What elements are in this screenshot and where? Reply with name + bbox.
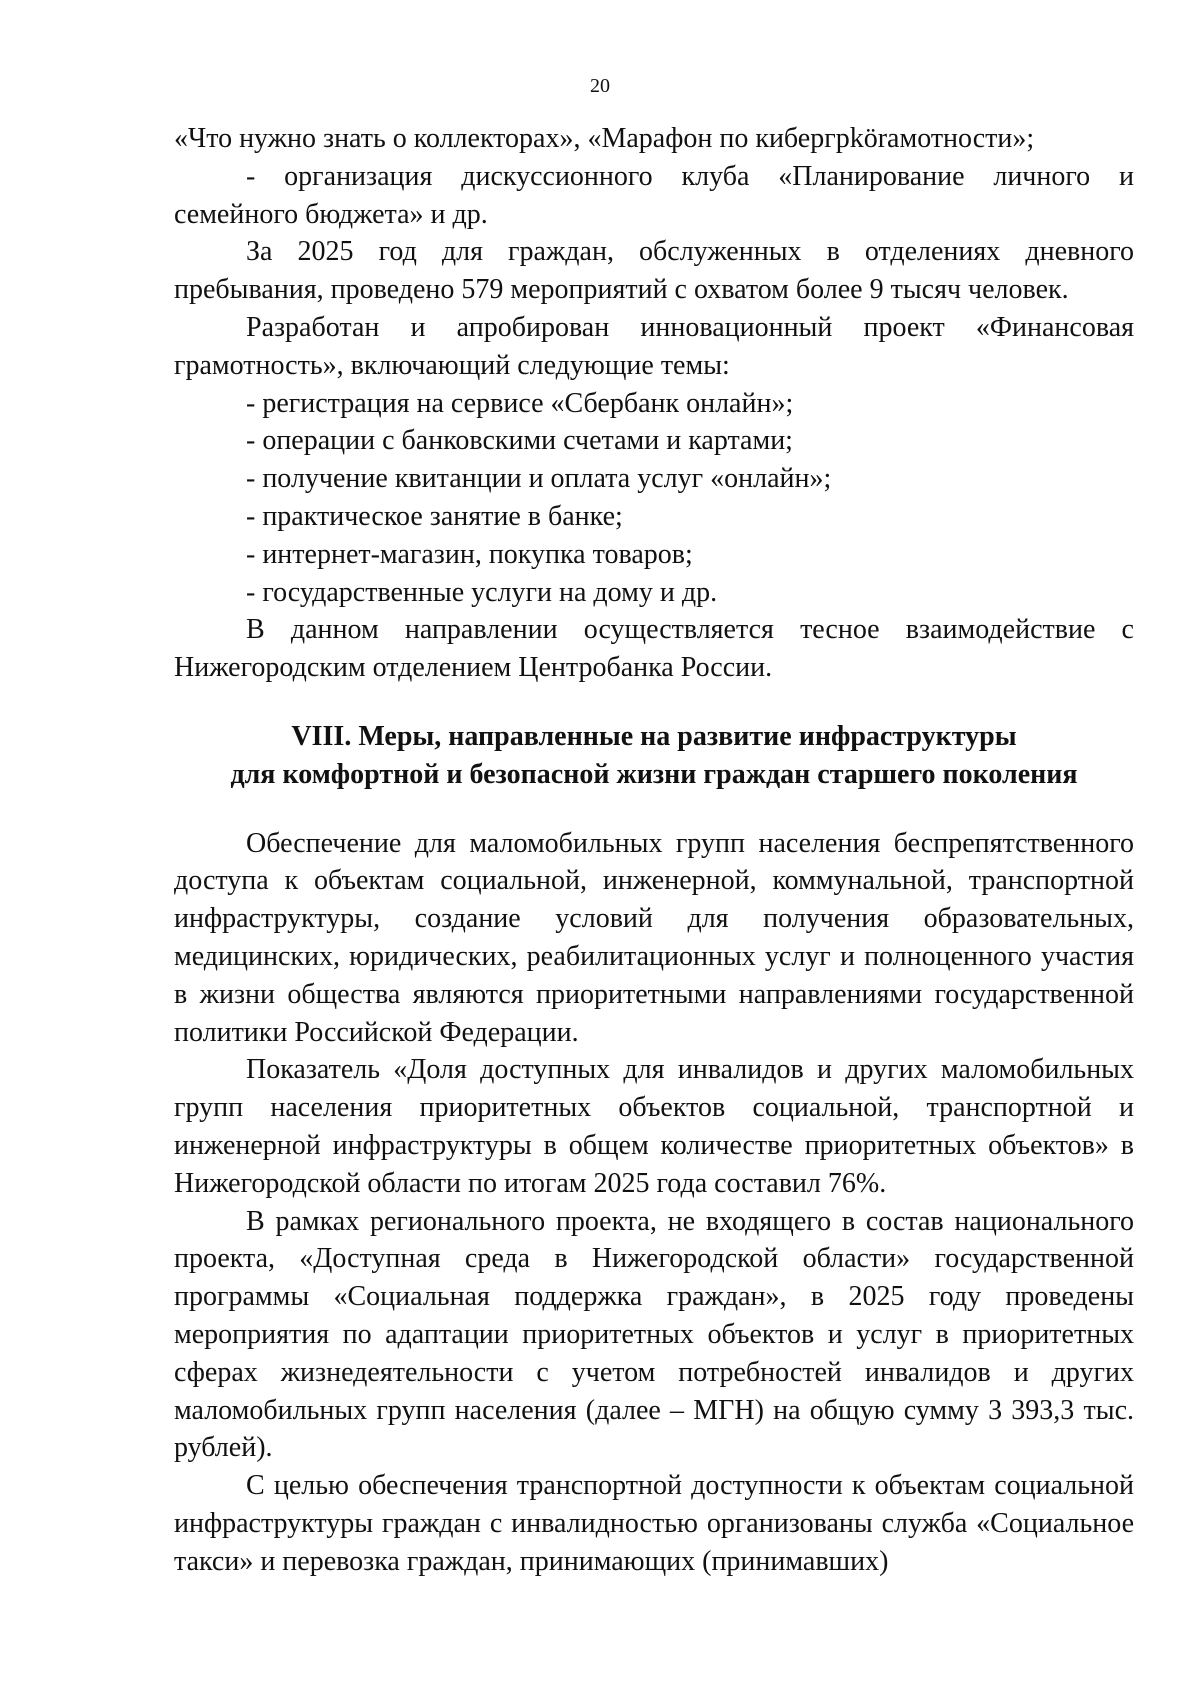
- paragraph-indicator: Показатель «Доля доступных для инвалидов и других маломобильных групп населения приоритетных объектов социальной, транспортной и инженерной инфраструктуры в общем количестве приоритетных объектов» в Нижегородской области по итогам 2025 года составил 76%.: [174, 1054, 1134, 1199]
- paragraph-discussion-club: - организация дискуссионного клуба «Планирование личного и семейного бюджета» и др.: [174, 160, 1134, 230]
- list-item: - интернет-магазин, покупка товаров;: [246, 538, 693, 570]
- paragraph-financial-literacy-project: Разработан и апробирован инновационный проект «Финансовая грамотность», включающий следующие темы:: [174, 311, 1134, 381]
- paragraph-central-bank-cooperation: В данном направлении осуществляется тесное взаимодействие с Нижегородским отделением Центробанка России.: [174, 614, 1134, 684]
- paragraph-continuation: «Что нужно знать о коллекторах», «Марафон по кибергрkörамотности»;: [174, 123, 1035, 154]
- document-body: [174, 120, 1134, 1580]
- paragraph-accessibility-priority: Обеспечение для маломобильных групп населения беспрепятственного доступа к объектам социальной, инженерной, коммунальной, транспортной инфраструктуры, создание условий для получения образовательных, медицинских, юридических, реабилитационных услуг и полноценного участия в жизни общества являются приоритетными направлениями государственной политики Российской Федерации.: [174, 827, 1134, 1048]
- page-number: 20: [590, 75, 610, 97]
- section-heading: [174, 718, 1134, 794]
- list-item: - операции с банковскими счетами и картами;: [246, 425, 793, 457]
- topics-list: [174, 385, 1134, 612]
- section-heading-line-1: VIII. Меры, направленные на развитие инфраструктуры: [291, 720, 1017, 752]
- list-item: - получение квитанции и оплата услуг «онлайн»;: [246, 463, 832, 495]
- paragraph-social-taxi: С целью обеспечения транспортной доступности к объектам социальной инфраструктуры граждан с инвалидностью организованы служба «Социальное такси» и перевозка граждан, принимающих (принимавших): [174, 1470, 1134, 1577]
- paragraph-regional-project: В рамках регионального проекта, не входящего в состав национального проекта, «Доступная среда в Нижегородской области» государственной программы «Социальная поддержка граждан», в 2025 году проведены мероприятия по адаптации приоритетных объектов и услуг в приоритетных сферах жизнедеятельности с учетом потребностей инвалидов и других маломобильных групп населения (далее – МГН) на общую сумму 3 393,3 тыс. рублей).: [174, 1205, 1134, 1464]
- paragraph-events-2025: За 2025 год для граждан, обслуженных в отделениях дневного пребывания, проведено 579 мероприятий с охватом более 9 тысяч человек.: [174, 236, 1134, 306]
- list-item: - практическое занятие в банке;: [246, 500, 623, 532]
- section-heading-line-2: для комфортной и безопасной жизни граждан старшего поколения: [230, 758, 1078, 790]
- list-item: - регистрация на сервисе «Сбербанк онлайн»;: [246, 387, 794, 419]
- list-item: - государственные услуги на дому и др.: [246, 576, 718, 608]
